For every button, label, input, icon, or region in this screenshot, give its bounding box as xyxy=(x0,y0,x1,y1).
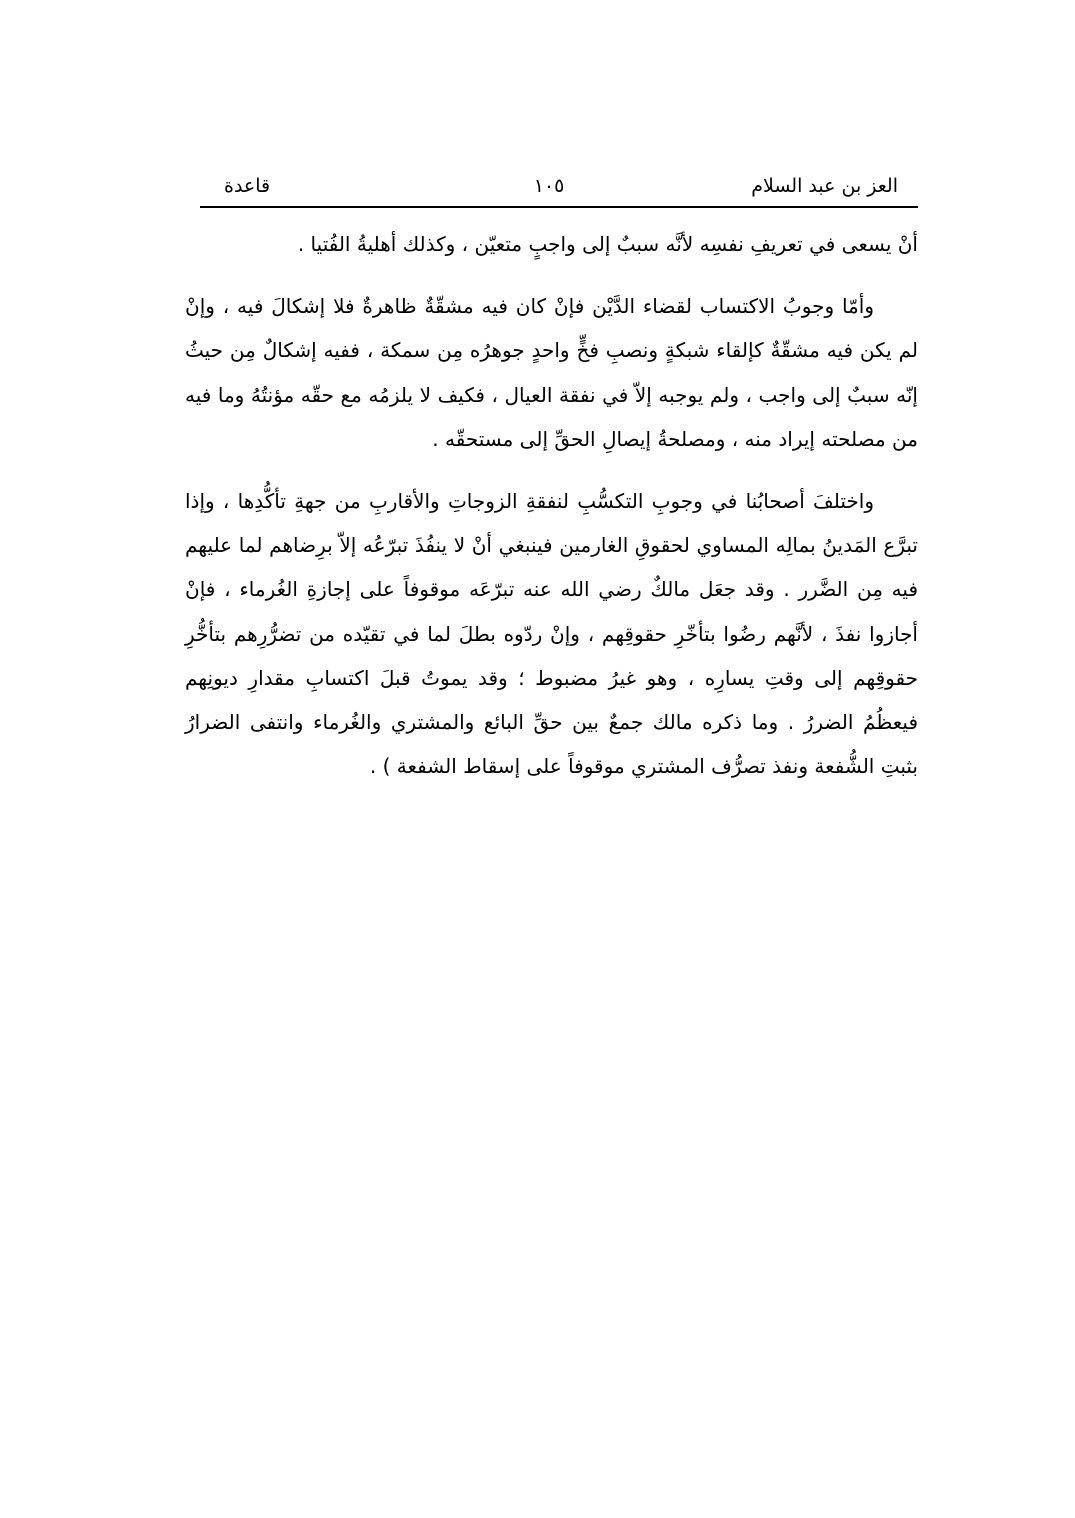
page-number: ١٠٥ xyxy=(533,175,565,197)
paragraph: أنْ يسعى في تعريفِ نفسِه لأنَّه سببٌ إلى واجبٍ متعيّن ، وكذلك أهليةُ الفُتيا . xyxy=(297,232,918,256)
paragraph: وأمّا وجوبُ الاكتساب لقضاء الدَّيْن فإنْ كان فيه مشقّةٌ ظاهرةٌ فلا إشكالَ فيه ، وإنْ لم يكن فيه مشقّةٌ كإلقاء شبكةٍ ونصبِ فخٍّ واحدٍ جوهرُه مِن سمكة ، ففيه إشكالٌ مِن حيثُ إنّه سببٌ إلى واجب ، ولم يوجبه إلاّ في نفقة العيال ، فكيف لا يلزمُه مع حقّه مؤنتُهُ وما فيه من مصلحته إيراد منه ، ومصلحةُ إيصالِ الحقِّ إلى مستحقّه . xyxy=(185,294,918,451)
paragraph: واختلفَ أصحابُنا في وجوبِ التكسُّبِ لنفقةِ الزوجاتِ والأقاربِ من جهةِ تأكُّدِها ، وإذا تبرَّع المَدينُ بمالِه المساوي لحقوقِ الغارمين فينبغي أنْ لا ينفُذَ تبرّعُه إلاّ برِضاهم لما عليهم فيه مِن الضَّرر . وقد جعَل مالكٌ رضي الله عنه تبرّعَه موقوفاً على إجازةِ الغُرماء ، فإنْ أجازوا نفذَ ، لأنَّهم رضُوا بتأخّرِ حقوقِهم ، وإنْ ردّوه بطلَ لما في تقيّده من تضرُّرِهم بتأخُّرِ حقوقِهم إلى وقتِ يسارِه ، وهو غيرُ مضبوط ؛ وقد يموتُ قبلَ اكتسابِ مقدارِ ديونِهم فيعظُمُ الضررُ . وما ذكره مالك جمعٌ بين حقِّ البائع والمشتري والغُرماء وانتفى الضرارُ بثبتِ الشُّفعة ونفذ تصرُّف المشتري موقوفاً على إسقاط الشفعة ) . xyxy=(185,489,918,779)
header-divider xyxy=(200,206,918,208)
header-title: قاعدة xyxy=(224,175,271,197)
header-author: العز بن عبد السلام xyxy=(751,175,898,197)
body-text xyxy=(185,222,918,788)
running-header xyxy=(200,170,898,204)
